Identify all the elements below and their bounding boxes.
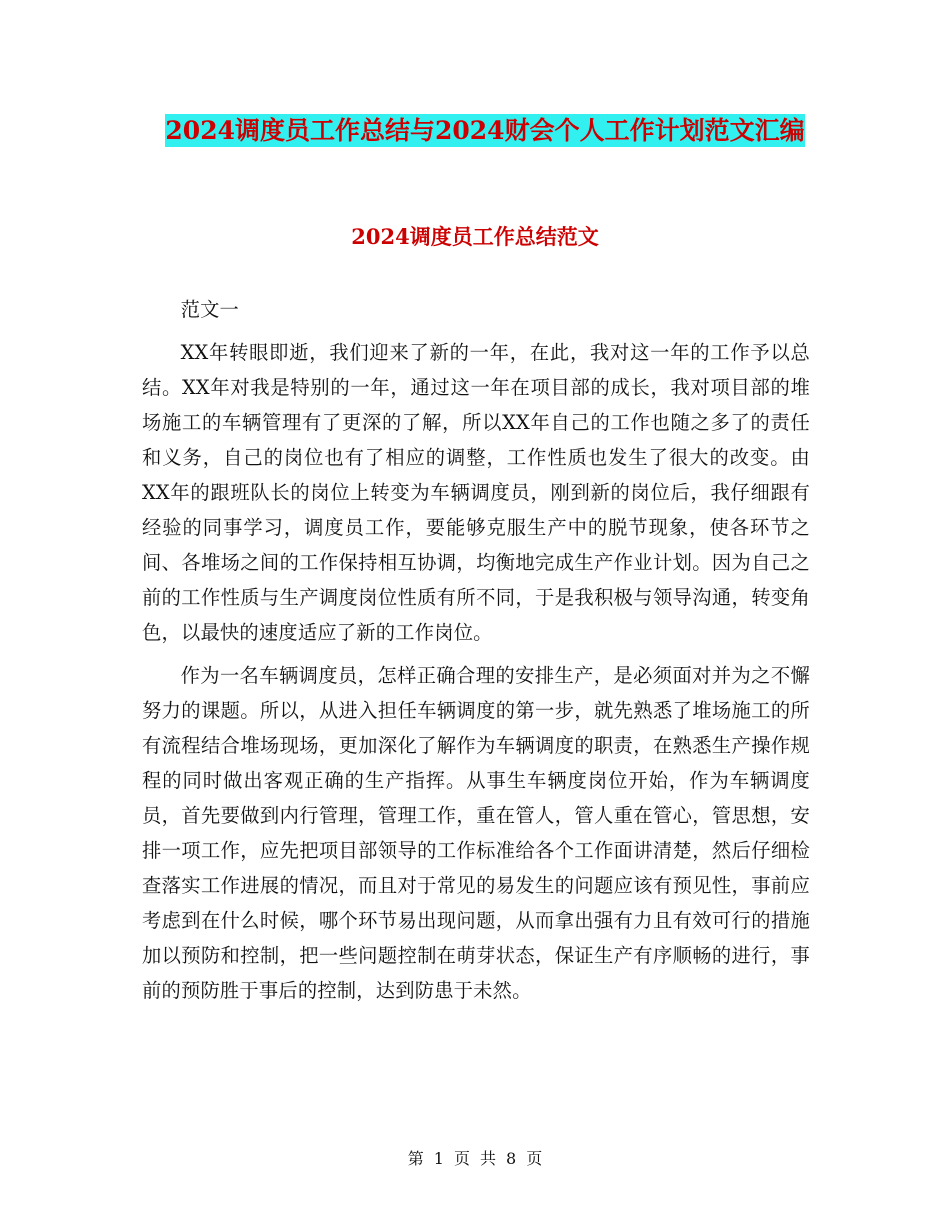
footer-page-number: 1 [433,1149,444,1168]
footer-total-prefix: 共 [480,1149,497,1168]
document-title [140,108,830,154]
page-footer [0,1148,950,1170]
footer-total-pages: 8 [506,1149,517,1168]
title-highlight: 2024调度员工作总结与2024财会个人工作计划范文汇编 [165,116,805,145]
footer-total-unit: 页 [526,1149,543,1168]
paragraph-label: 范文一 [180,298,240,321]
section-heading: 2024调度员工作总结范文 [351,224,599,249]
document-body [142,292,810,1016]
footer-page-unit: 页 [453,1149,470,1168]
paragraph: XX年转眼即逝，我们迎来了新的一年，在此，我对这一年的工作予以总结。XX年对我是特别的一年，通过这一年在项目部的成长，我对项目部的堆场施工的车辆管理有了更深的了解，所以XX年自己的工作也随之多了的责任和义务，自己的岗位也有了相应的调整，工作性质也发生了很大的改变。由XX年的跟班队长的岗位上转变为车辆调度员，刚到新的岗位后，我仔细跟有经验的同事学习，调度员工作，要能够克服生产中的脱节现象，使各环节之间、各堆场之间的工作保持相互协调，均衡地完成生产作业计划。因为自己之前的工作性质与生产调度岗位性质有所不同，于是我积极与领导沟通，转变角色，以最快的速度适应了新的工作岗位。 [142,341,810,644]
footer-page-prefix: 第 [407,1149,424,1168]
paragraph: 作为一名车辆调度员，怎样正确合理的安排生产，是必须面对并为之不懈努力的课题。所以，从进入担任车辆调度的第一步，就先熟悉了堆场施工的所有流程结合堆场现场，更加深化了解作为车辆调度的职责，在熟悉生产操作规程的同时做出客观正确的生产指挥。从事生车辆度岗位开始，作为车辆调度员，首先要做到内行管理，管理工作，重在管人，管人重在管心，管思想，安排一项工作，应先把项目部领导的工作标准给各个工作面讲清楚，然后仔细检查落实工作进展的情况，而且对于常见的易发生的问题应该有预见性，事前应考虑到在什么时候，哪个环节易出现问题，从而拿出强有力且有效可行的措施加以预防和控制，把一些问题控制在萌芽状态，保证生产有序顺畅的进行，事前的预防胜于事后的控制，达到防患于未然。 [142,664,810,1002]
